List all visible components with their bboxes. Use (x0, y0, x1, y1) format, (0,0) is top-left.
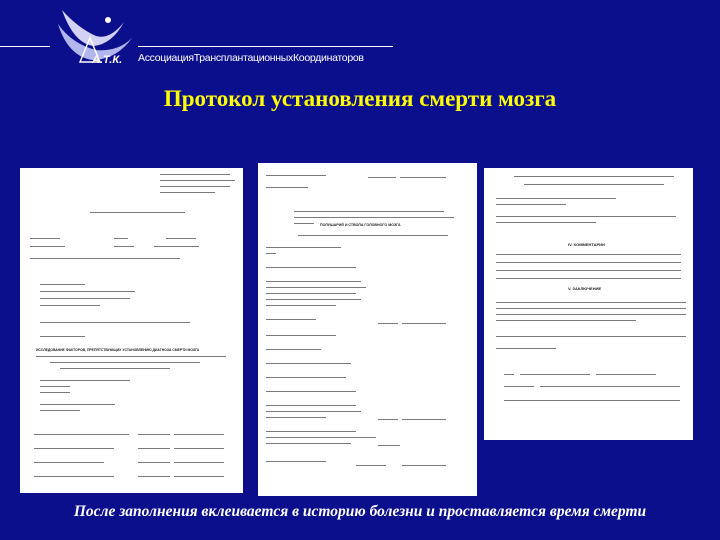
header-rule-left (0, 46, 50, 47)
header-rule-right (138, 46, 393, 47)
doc1-heading: ИССЛЕДОВАНИЕ ФАКТОРОВ, ПРЕПЯТСТВУЮЩИХ УСТАНОВЛЕНИЮ ДИАГНОЗА СМЕРТИ МОЗГА (36, 348, 200, 352)
protocol-page-3 (484, 168, 693, 440)
logo-abbreviation: А.Т.К. (92, 54, 123, 66)
atk-logo-icon (0, 0, 400, 80)
protocol-page-1 (20, 168, 243, 493)
slide-title: Протокол установления смерти мозга (163, 86, 557, 111)
protocol-page-2 (258, 163, 477, 496)
association-name: АссоциацияТрансплантационныхКоординаторов (138, 52, 364, 64)
doc2-heading: ПОЛУШАРИЙ И СТВОЛА ГОЛОВНОГО МОЗГА (320, 223, 401, 227)
doc3-heading-comments: IV. КОММЕНТАРИИ (568, 242, 605, 247)
doc3-heading-conclusion: V. ЗАКЛЮЧЕНИЕ (568, 286, 602, 291)
slide-caption: После заполнения вклеивается в историю болезни и проставляется время смерти (73, 503, 647, 520)
